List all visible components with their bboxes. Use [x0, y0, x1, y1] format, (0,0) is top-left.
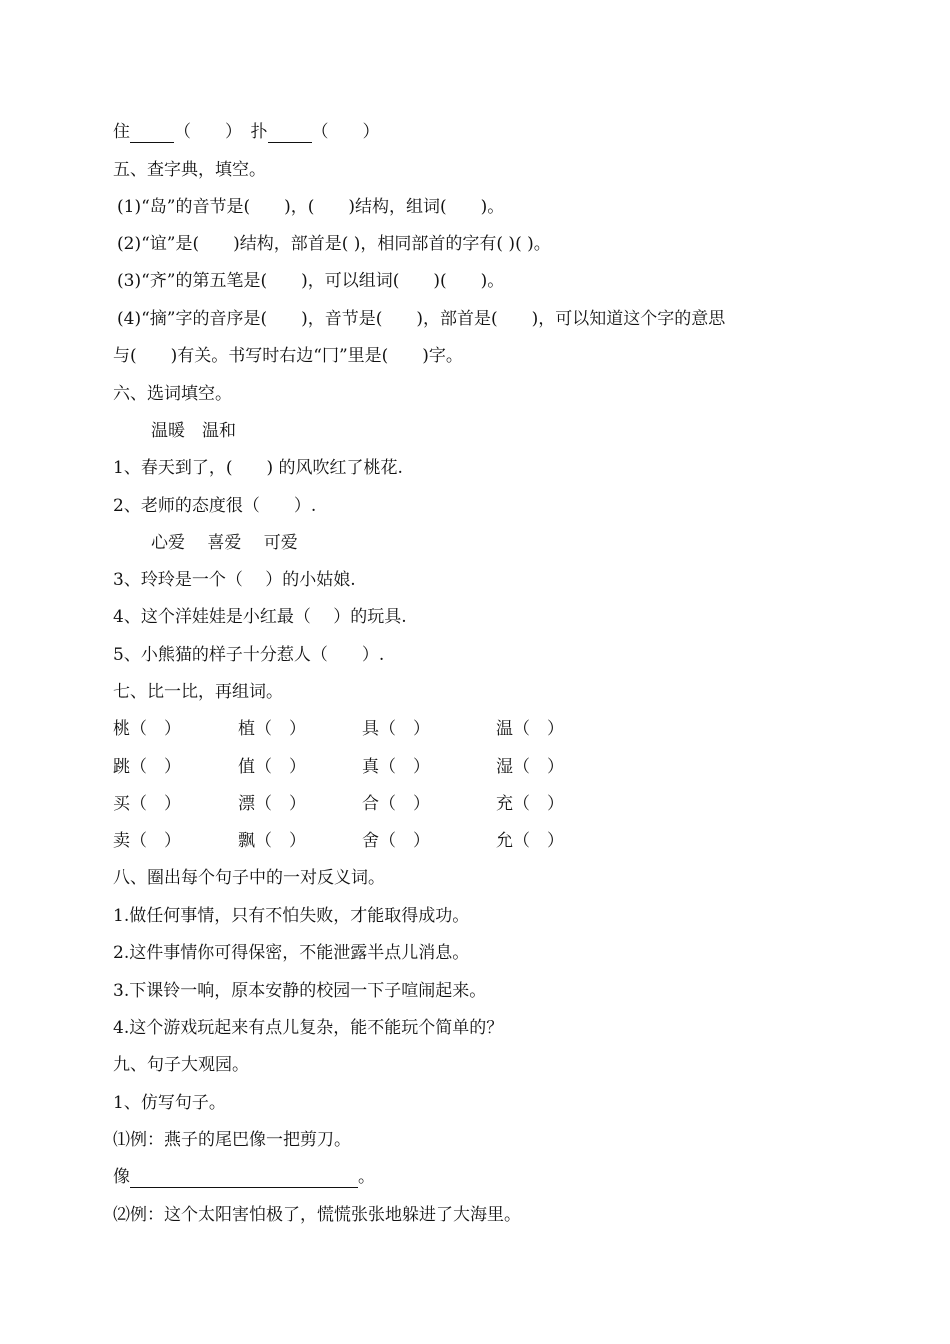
blank-zhu: [130, 124, 174, 143]
q6-4: 4、这个洋娃娃是小红最（ ）的玩具.: [113, 607, 407, 627]
text-zhu: 住: [113, 122, 130, 142]
q6-1: 1、春天到了，( ) 的风吹红了桃花.: [113, 458, 403, 478]
section-5-heading: 五、查字典，填空。: [113, 160, 266, 180]
grid-cell: 值（ ）: [238, 757, 306, 777]
grid-cell: 温（ ）: [496, 719, 564, 739]
section-9-heading: 九、句子大观园。: [113, 1055, 249, 1075]
text-pu: （ ） 扑: [174, 122, 268, 142]
word-options-1: 温暖 温和: [151, 421, 236, 441]
q9-1: 1、仿写句子。: [113, 1093, 226, 1113]
text-period: 。: [358, 1167, 375, 1187]
grid-cell: 具（ ）: [362, 719, 430, 739]
q8-2: 2.这件事情你可得保密，不能泄露半点儿消息。: [113, 943, 470, 963]
section-8-heading: 八、圈出每个句子中的一对反义词。: [113, 868, 385, 888]
q8-1: 1.做任何事情，只有不怕失败，才能取得成功。: [113, 906, 470, 926]
q8-4: 4.这个游戏玩起来有点儿复杂，能不能玩个简单的？: [113, 1018, 504, 1038]
grid-cell: 漂（ ）: [238, 794, 306, 814]
text-pu-paren: （ ）: [311, 122, 380, 142]
section-6-heading: 六、选词填空。: [113, 384, 232, 404]
word-options-2: 心爱 喜爱 可爱: [151, 533, 298, 553]
answer-blank[interactable]: [130, 1169, 358, 1188]
line-zhu-pu: [113, 121, 380, 143]
grid-cell: 植（ ）: [238, 719, 306, 739]
q5-2: (2)“谊”是( )结构，部首是( )，相同部首的字有( )( )。: [117, 234, 551, 254]
q5-1: (1)“岛”的音节是( )，( )结构，组词( )。: [117, 197, 505, 217]
grid-cell: 跳（ ）: [113, 757, 181, 777]
grid-cell: 允（ ）: [496, 831, 564, 851]
q9-1-answer-1: [113, 1166, 375, 1188]
grid-cell: 桃（ ）: [113, 719, 181, 739]
grid-cell: 舍（ ）: [362, 831, 430, 851]
grid-cell: 合（ ）: [362, 794, 430, 814]
text-xiang: 像: [113, 1167, 130, 1187]
q5-4: (4)“摘”字的音序是( )，音节是( )，部首是( )，可以知道这个字的意思: [117, 309, 726, 329]
q6-3: 3、玲玲是一个（ ）的小姑娘.: [113, 570, 356, 590]
q5-3: (3)“齐”的第五笔是( )，可以组词( )( )。: [117, 271, 505, 291]
grid-cell: 真（ ）: [362, 757, 430, 777]
q6-2: 2、老师的态度很（ ）.: [113, 496, 317, 516]
q6-5: 5、小熊猫的样子十分惹人（ ）.: [113, 645, 385, 665]
grid-cell: 卖（ ）: [113, 831, 181, 851]
q5-4-cont: 与( )有关。书写时右边“冂”里是( )字。: [113, 346, 463, 366]
grid-cell: 湿（ ）: [496, 757, 564, 777]
blank-pu: [268, 124, 312, 143]
q9-1-example-1: ⑴例：燕子的尾巴像一把剪刀。: [113, 1130, 351, 1150]
q8-3: 3.下课铃一响，原本安静的校园一下子喧闹起来。: [113, 981, 487, 1001]
q9-1-example-2: ⑵例：这个太阳害怕极了，慌慌张张地躲进了大海里。: [113, 1205, 521, 1225]
grid-cell: 充（ ）: [496, 794, 564, 814]
grid-cell: 飘（ ）: [238, 831, 306, 851]
section-7-heading: 七、比一比，再组词。: [113, 682, 283, 702]
grid-cell: 买（ ）: [113, 794, 181, 814]
